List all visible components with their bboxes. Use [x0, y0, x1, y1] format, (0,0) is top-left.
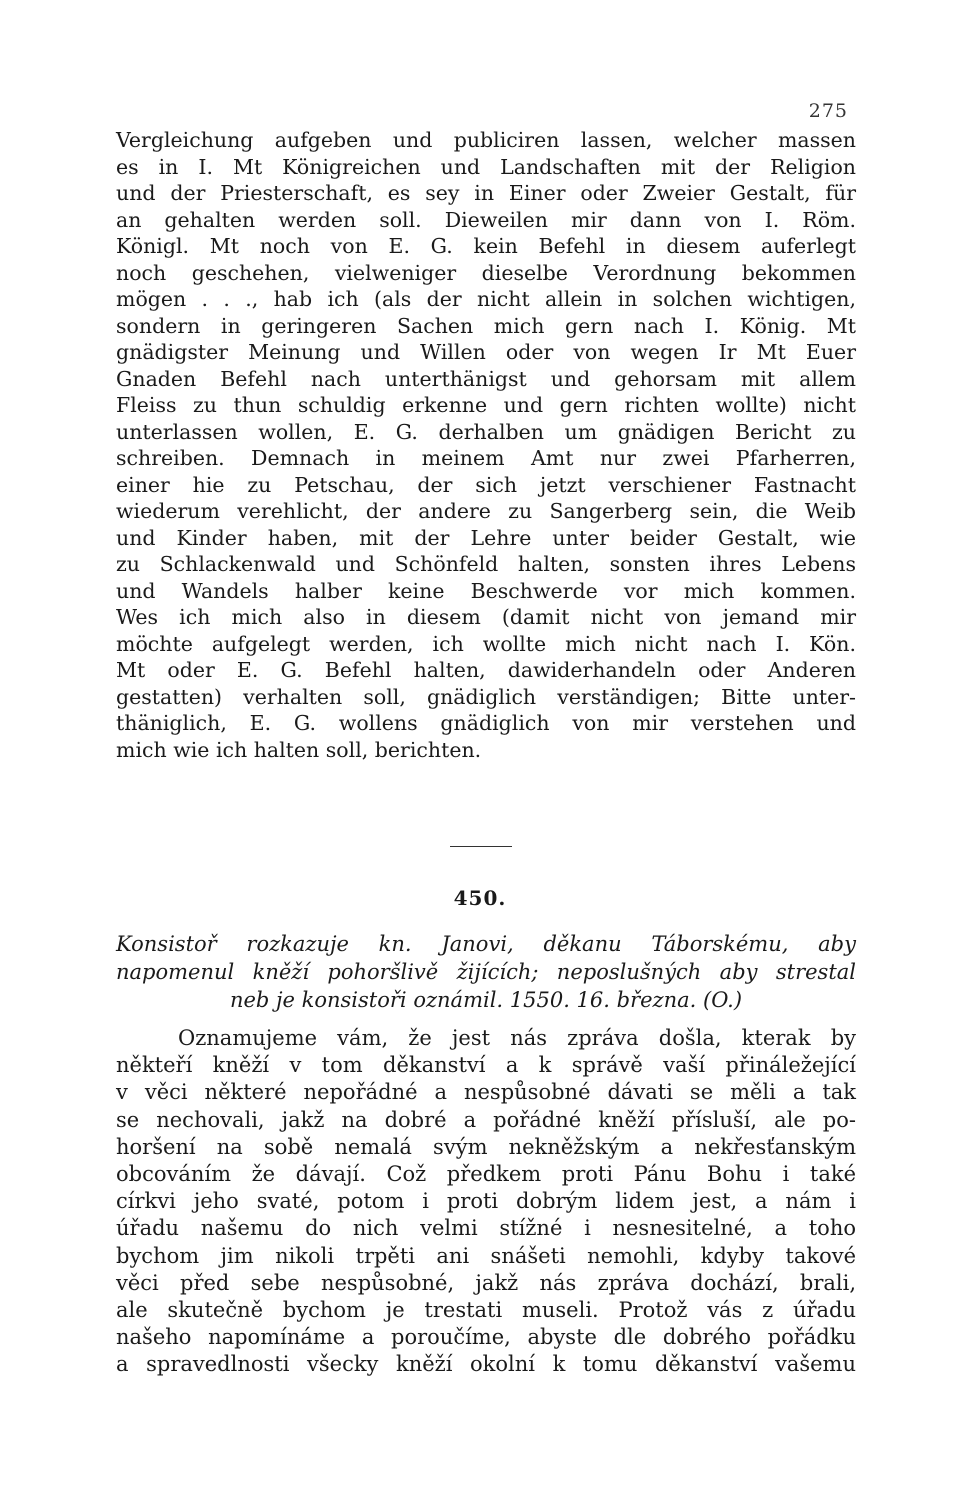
letter-continuation: [116, 127, 856, 763]
text-line: und der Priesterschaft, es sey in Einer oder Zweier Gestalt, für: [116, 181, 856, 205]
text-line: bychom jim nikoli trpěti ani snášeti nemohli, kdyby takové: [116, 1243, 856, 1268]
heading-line: Konsistoř rozkazuje kn. Janovi, děkanu Táborskému, aby: [116, 932, 856, 956]
text-line: Mt oder E. G. Befehl halten, dawiderhandeln oder Anderen: [116, 658, 856, 682]
section-divider: [450, 846, 512, 847]
text-line: und Kinder haben, mit der Lehre unter beider Gestalt, wie: [116, 525, 856, 550]
text-line: wiederum verehlicht, der andere zu Sangerberg sein, die Weib: [116, 499, 856, 523]
text-line: našeho napomínáme a poroučíme, abyste dle dobrého pořádku: [116, 1325, 856, 1350]
text-line: ale skutečně bychom je trestati museli. Protož vás z úřadu: [116, 1297, 856, 1322]
text-line: unterlassen wollen, E. G. derhalben um gnädigen Bericht zu: [116, 419, 856, 444]
heading-line: neb je konsistoři oznámil. 1550. 16. března. (O.): [229, 988, 743, 1012]
text-line: thäniglich, E. G. wollens gnädiglich von mir verstehen und: [116, 711, 856, 735]
text-line: mögen . . ., hab ich (als der nicht allein in solchen wichtigen,: [116, 287, 856, 311]
text-line: a spravedlnosti všecky kněží okolní k tomu děkanství vašemu: [116, 1352, 856, 1377]
text-line: noch geschehen, vielweniger dieselbe Verordnung bekommen: [116, 260, 856, 285]
text-line: an gehalten werden soll. Dieweilen mir dann von I. Röm.: [116, 207, 856, 232]
text-line: Oznamujeme vám, že jest nás zpráva došla, kterak by: [178, 1026, 856, 1050]
document-body: [116, 1025, 856, 1378]
text-line: Gnaden Befehl nach unterthänigst und gehorsam mit allem: [116, 366, 856, 391]
text-line: v věci některé nepořádné a nespůsobné dávati se měli a tak: [116, 1080, 856, 1105]
text-line: schreiben. Demnach in meinem Amt nur zwei Pfarherren,: [116, 446, 856, 470]
text-line: věci před sebe nespůsobné, jakž nás zpráva dochází, brali,: [116, 1270, 856, 1295]
heading-line: napomenul kněží pohoršlivě žijících; neposlušných aby strestal: [116, 960, 856, 984]
text-line: gnädigster Meinung und Willen oder von wegen Ir Mt Euer: [116, 340, 856, 364]
document-heading: [116, 930, 856, 1014]
text-line: Wes ich mich also in diesem (damit nicht von jemand mir: [116, 605, 856, 629]
document-number: 450.: [453, 886, 507, 910]
text-line: Königl. Mt noch von E. G. kein Befehl in diesem auferlegt: [116, 234, 856, 258]
page-number: 275: [808, 100, 848, 122]
text-line: möchte aufgelegt werden, ich wollte mich nicht nach I. Kön.: [116, 631, 856, 656]
text-line: es in I. Mt Königreichen und Landschaften mit der Religion: [116, 154, 856, 179]
text-line: horšení na sobě nemalá svým nekněžským a nekřesťanským: [116, 1134, 856, 1159]
text-line: Vergleichung aufgeben und publiciren lassen, welcher massen: [116, 128, 856, 152]
text-line: zu Schlackenwald und Schönfeld halten, sonsten ihres Lebens: [116, 552, 856, 576]
text-line: gestatten) verhalten soll, gnädiglich verständigen; Bitte unter-: [116, 684, 856, 709]
text-line: se nechovali, jakž na dobré a pořádné kněží přísluší, ale po-: [116, 1107, 856, 1132]
text-line: církvi jeho svaté, potom i proti dobrým lidem jest, a nám i: [116, 1189, 856, 1214]
text-line: mich wie ich halten soll, berichten.: [116, 737, 482, 762]
text-line: obcováním že dávají. Což předkem proti Pánu Bohu i také: [116, 1161, 856, 1186]
text-line: und Wandels halber keine Beschwerde vor mich kommen.: [116, 578, 856, 603]
text-line: někteří kněží v tom děkanství a k správě vaší přináležející: [116, 1053, 856, 1078]
text-line: einer hie zu Petschau, der sich jetzt verschiener Fastnacht: [116, 472, 856, 497]
text-line: sondern in geringeren Sachen mich gern nach I. König. Mt: [116, 313, 856, 338]
text-line: úřadu našemu do nich velmi stížné i nesnesitelné, a toho: [116, 1216, 856, 1241]
text-line: Fleiss zu thun schuldig erkenne und gern richten wollte) nicht: [116, 393, 856, 417]
